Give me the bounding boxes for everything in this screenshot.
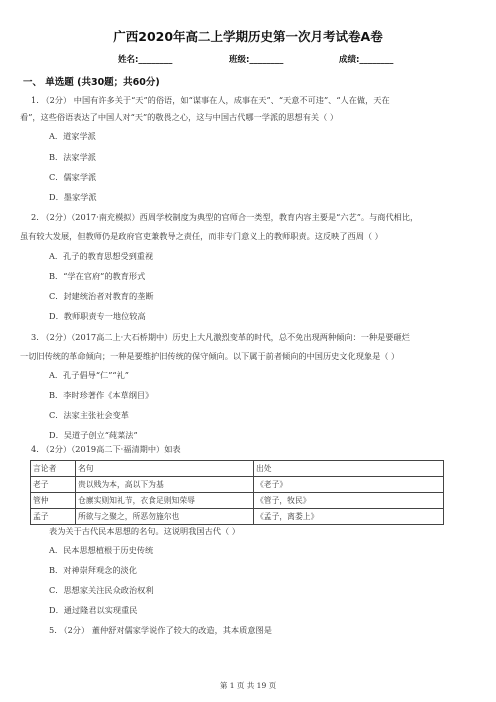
question-3-option-d: D．吴道子创立“莼菜法” (49, 430, 138, 440)
name-field-label: 姓名:________ (118, 55, 173, 65)
question-4-option-a: A．民本思想植根于历史传统 (49, 545, 154, 555)
question-1-option-b: B．法家学派 (49, 152, 96, 162)
question-4-option-c: C．思想家关注民众政治权利 (49, 585, 154, 595)
table-cell: 老子 (31, 477, 76, 493)
question-2-line-1: 2. （2分）（2017·南充模拟）西周学校制度为典型的官师合一类型，教育内容主要是“六艺”。与商代相比， (31, 212, 419, 222)
score-field-label: 成绩:________ (339, 55, 394, 65)
question-1-option-d: D．墨家学派 (49, 192, 97, 202)
question-3-option-b: B．李时珍著作《本草纲目》 (49, 390, 154, 400)
quotes-table (30, 460, 444, 525)
table-cell: 孟子 (31, 509, 76, 525)
question-2-line-2: 虽有较大发展，但教师仍是政府官吏兼教导之责任，而非专门意义上的教师职责。这反映了西周（ ） (20, 231, 383, 241)
table-cell: 所欲与之聚之，所恶勿施尔也 (76, 509, 254, 525)
question-4-option-b: B．对神崇拜观念的淡化 (49, 565, 137, 575)
question-5-line-1: 5. （2分） 董仲舒对儒家学说作了较大的改造，其本质意图是 (49, 625, 272, 635)
table-header-cell: 名句 (76, 461, 254, 477)
question-1-line-2: 看”，这些俗语表达了中国人对“天”的敬畏之心，这与中国古代哪一学派的思想有关（ ） (20, 112, 339, 122)
question-2-option-d: D．教师职责专一地位较高 (49, 311, 146, 321)
page-title: 广西2020年高二上学期历史第一次月考试卷A卷 (113, 29, 383, 44)
class-field-label: 班级:________ (229, 55, 284, 65)
question-1-option-a: A．道家学派 (49, 131, 96, 141)
question-3-option-c: C．法家主张社会变革 (49, 410, 129, 420)
table-header-cell: 言论者 (31, 461, 76, 477)
question-1-option-c: C．儒家学派 (49, 172, 97, 182)
question-4-option-d: D．通过隆君以实现重民 (49, 605, 138, 615)
question-4-line-2: 表为关于古代民本思想的名句。这说明我国古代（ ） (49, 526, 240, 536)
table-row (31, 477, 444, 493)
page-footer: 第 1 页 共 19 页 (219, 681, 277, 690)
table-cell: 管仲 (31, 493, 76, 509)
table-cell: 《管子，牧民》 (254, 493, 444, 509)
table-cell: 《孟子，离娄上》 (254, 509, 444, 525)
question-2-option-a: A．孔子的教育思想受到重视 (49, 251, 154, 261)
table-header-cell: 出处 (254, 461, 444, 477)
question-4-line-1: 4. （2分）（2019高二下·福清期中）如表 (31, 444, 181, 454)
table-cell: 《老子》 (254, 477, 444, 493)
question-3-line-1: 3. （2分）（2017高二上·大石桥期中）历史上大凡激烈变革的时代，总不免出现两种倾向：一种是要砸烂 (31, 332, 410, 342)
table-row (31, 509, 444, 525)
table-cell: 贵以贱为本，高以下为基 (76, 477, 254, 493)
table-header-row (31, 461, 444, 477)
question-1-line-1: 1. （2分） 中国有许多关于“天”的俗语，如“谋事在人，成事在天”、“天意不可违”、“人在做，天在 (31, 95, 390, 105)
question-3-line-2: 一切旧传统的革命倾向；一种是要维护旧传统的保守倾向。以下属于前者倾向的中国历史文化现象是（ ） (20, 351, 400, 361)
table-row (31, 493, 444, 509)
table-cell: 仓廪实则知礼节，衣食足则知荣辱 (76, 493, 254, 509)
section-heading: 一、 单选题 (共30题；共60分) (23, 77, 160, 88)
question-2-option-b: B．“学在官府”的教育形式 (49, 271, 146, 281)
question-2-option-c: C．封建统治者对教育的垄断 (49, 291, 154, 301)
question-3-option-a: A．孔子倡导“仁”“礼” (49, 370, 129, 380)
